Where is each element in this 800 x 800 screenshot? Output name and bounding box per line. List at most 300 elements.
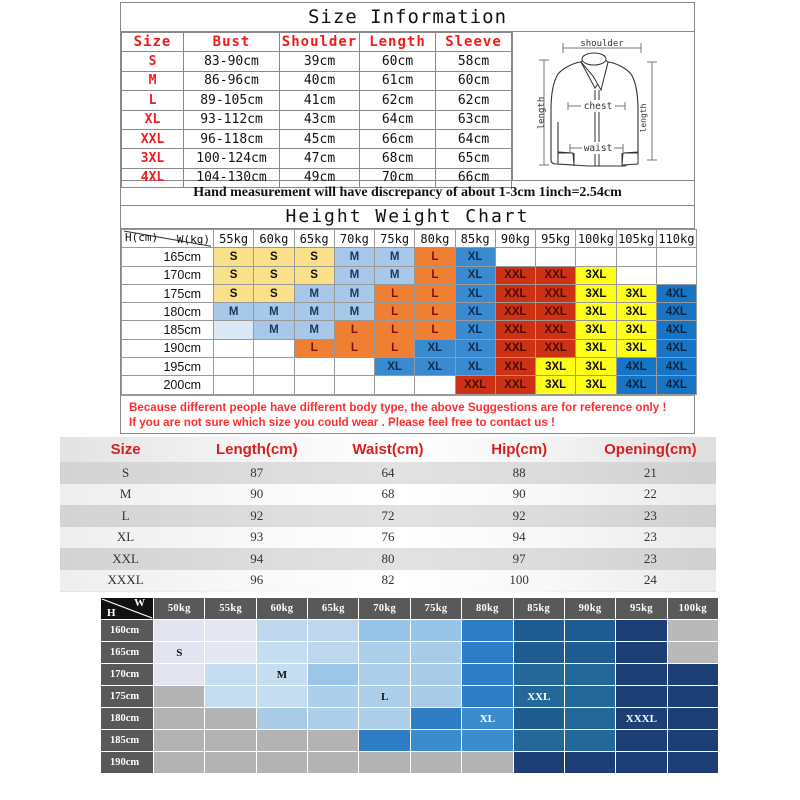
hw-height-header: 180cm bbox=[122, 303, 214, 321]
grid-corner-h-label: H bbox=[107, 607, 116, 619]
pants-cell: 80 bbox=[322, 548, 453, 570]
grid-cell bbox=[154, 620, 204, 641]
table-row bbox=[60, 570, 716, 592]
grid-cell bbox=[359, 620, 409, 641]
size-table-cell: L bbox=[122, 91, 184, 110]
grid-cell bbox=[359, 752, 409, 773]
hw-weight-header: 100kg bbox=[576, 230, 616, 248]
grid-cell bbox=[514, 752, 564, 773]
grid-cell bbox=[359, 642, 409, 663]
hw-cell: M bbox=[334, 248, 374, 266]
pants-cell: 94 bbox=[191, 548, 322, 570]
pants-cell: 93 bbox=[191, 527, 322, 549]
hw-cell bbox=[214, 339, 254, 357]
table-row bbox=[101, 620, 718, 641]
grid-height-header: 190cm bbox=[101, 752, 153, 773]
grid-cell bbox=[257, 686, 307, 707]
size-table-cell: S bbox=[122, 52, 184, 71]
grid-cell: L bbox=[359, 686, 409, 707]
height-weight-chart-table bbox=[121, 229, 697, 395]
grid-weight-header: 60kg bbox=[257, 598, 307, 619]
grid-cell bbox=[514, 620, 564, 641]
grid-cell bbox=[205, 708, 255, 729]
hw-height-header: 200cm bbox=[122, 376, 214, 394]
hw-cell: XXL bbox=[536, 284, 576, 302]
grid-cell bbox=[154, 708, 204, 729]
hw-height-header: 185cm bbox=[122, 321, 214, 339]
grid-cell bbox=[411, 686, 461, 707]
hw-cell: 3XL bbox=[576, 339, 616, 357]
table-row bbox=[122, 91, 512, 110]
hw-cell: 3XL bbox=[616, 339, 656, 357]
hw-weight-header: 85kg bbox=[455, 230, 495, 248]
hw-cell: 4XL bbox=[656, 321, 696, 339]
hw-cell: L bbox=[415, 321, 455, 339]
pants-cell: 82 bbox=[322, 570, 453, 592]
grid-cell bbox=[205, 620, 255, 641]
table-row bbox=[101, 730, 718, 751]
grid-cell bbox=[616, 730, 666, 751]
table-row bbox=[60, 462, 716, 484]
table-row bbox=[60, 548, 716, 570]
hw-cell: M bbox=[294, 303, 334, 321]
size-table-cell: 49cm bbox=[280, 168, 360, 187]
svg-text:length: length bbox=[537, 96, 547, 130]
table-row bbox=[122, 266, 697, 284]
pants-size-table bbox=[60, 437, 716, 591]
grid-weight-header: 80kg bbox=[462, 598, 512, 619]
hw-cell: S bbox=[254, 284, 294, 302]
hw-cell bbox=[656, 266, 696, 284]
hw-cell: 3XL bbox=[576, 284, 616, 302]
hw-cell: XL bbox=[455, 358, 495, 376]
hw-cell: XXL bbox=[536, 266, 576, 284]
pants-cell: 92 bbox=[191, 505, 322, 527]
size-table-cell: 3XL bbox=[122, 149, 184, 168]
svg-text:length: length bbox=[639, 103, 648, 133]
table-row bbox=[101, 752, 718, 773]
table-row bbox=[122, 71, 512, 90]
grid-weight-header: 50kg bbox=[154, 598, 204, 619]
hw-cell: XXL bbox=[495, 303, 535, 321]
hw-cell: L bbox=[294, 339, 334, 357]
size-table-cell: 100-124cm bbox=[184, 149, 280, 168]
hw-weight-header: 90kg bbox=[495, 230, 535, 248]
hw-cell: M bbox=[334, 266, 374, 284]
grid-cell bbox=[308, 686, 358, 707]
table-row bbox=[122, 52, 512, 71]
grid-height-header: 170cm bbox=[101, 664, 153, 685]
hw-cell: 3XL bbox=[536, 358, 576, 376]
pants-cell: 90 bbox=[454, 484, 585, 506]
size-table-cell: 104-130cm bbox=[184, 168, 280, 187]
pants-cell: XXXL bbox=[60, 570, 191, 592]
grid-cell bbox=[668, 708, 718, 729]
size-table-cell: 66cm bbox=[360, 129, 436, 148]
hw-cell: M bbox=[375, 248, 415, 266]
size-table-cell: 64cm bbox=[360, 110, 436, 129]
hw-cell: XL bbox=[455, 266, 495, 284]
grid-cell bbox=[668, 730, 718, 751]
hw-weight-header: 80kg bbox=[415, 230, 455, 248]
hw-cell: L bbox=[375, 303, 415, 321]
table-row bbox=[122, 358, 697, 376]
grid-cell bbox=[257, 752, 307, 773]
grid-cell bbox=[514, 642, 564, 663]
grid-height-header: 175cm bbox=[101, 686, 153, 707]
hw-cell: L bbox=[334, 339, 374, 357]
hw-cell: S bbox=[254, 266, 294, 284]
grid-cell bbox=[462, 642, 512, 663]
grid-cell bbox=[308, 664, 358, 685]
hw-cell: XXL bbox=[536, 321, 576, 339]
hw-corner-cell bbox=[122, 230, 214, 248]
pants-cell: 87 bbox=[191, 462, 322, 484]
hw-cell: XXL bbox=[495, 284, 535, 302]
hw-cell: 4XL bbox=[656, 284, 696, 302]
hw-cell: 3XL bbox=[576, 321, 616, 339]
pants-cell: XXL bbox=[60, 548, 191, 570]
pants-header-4: Opening(cm) bbox=[604, 441, 697, 458]
size-table-cell: 64cm bbox=[436, 129, 512, 148]
grid-cell bbox=[565, 686, 615, 707]
hw-cell bbox=[616, 248, 656, 266]
grid-height-header: 180cm bbox=[101, 708, 153, 729]
hw-weight-header: 60kg bbox=[254, 230, 294, 248]
grid-cell bbox=[565, 620, 615, 641]
grid-cell bbox=[668, 752, 718, 773]
grid-weight-header: 55kg bbox=[205, 598, 255, 619]
hw-cell: M bbox=[334, 303, 374, 321]
grid-cell bbox=[565, 730, 615, 751]
pants-cell: 72 bbox=[322, 505, 453, 527]
table-row bbox=[122, 149, 512, 168]
size-table-header-4: Sleeve bbox=[436, 33, 512, 52]
size-table-header-2: Shoulder bbox=[280, 33, 360, 52]
hw-weight-header: 110kg bbox=[656, 230, 696, 248]
hw-cell: 3XL bbox=[576, 358, 616, 376]
hw-weight-header: 55kg bbox=[214, 230, 254, 248]
grid-cell bbox=[411, 730, 461, 751]
size-table-cell: 70cm bbox=[360, 168, 436, 187]
hw-cell: S bbox=[214, 266, 254, 284]
pants-table-header-row bbox=[60, 437, 716, 462]
grid-cell bbox=[308, 620, 358, 641]
size-table-cell: 58cm bbox=[436, 52, 512, 71]
hw-cell: 3XL bbox=[616, 303, 656, 321]
grid-cell bbox=[154, 730, 204, 751]
hw-cell: XL bbox=[415, 358, 455, 376]
size-table-cell: 62cm bbox=[436, 91, 512, 110]
grid-cell: S bbox=[154, 642, 204, 663]
hw-cell: M bbox=[254, 321, 294, 339]
hw-cell: 4XL bbox=[656, 376, 696, 394]
grid-cell bbox=[154, 664, 204, 685]
grid-cell bbox=[308, 752, 358, 773]
grid-cell bbox=[462, 620, 512, 641]
grid-cell bbox=[565, 642, 615, 663]
grid-cell bbox=[565, 708, 615, 729]
pants-cell: XL bbox=[60, 527, 191, 549]
pants-cell: 90 bbox=[191, 484, 322, 506]
grid-cell bbox=[411, 752, 461, 773]
size-table-cell: 61cm bbox=[360, 71, 436, 90]
pants-header-1: Length(cm) bbox=[215, 441, 298, 458]
hw-cell: M bbox=[214, 303, 254, 321]
pants-cell: 76 bbox=[322, 527, 453, 549]
hw-cell bbox=[294, 376, 334, 394]
table-row bbox=[101, 686, 718, 707]
size-table-cell: 60cm bbox=[360, 52, 436, 71]
hw-cell bbox=[415, 376, 455, 394]
hw-cell bbox=[576, 248, 616, 266]
table-row bbox=[101, 642, 718, 663]
hw-weight-header: 75kg bbox=[375, 230, 415, 248]
size-table-cell: 93-112cm bbox=[184, 110, 280, 129]
hw-cell: XXL bbox=[536, 339, 576, 357]
panel-title: Size Information bbox=[121, 3, 694, 32]
size-table-cell: 43cm bbox=[280, 110, 360, 129]
grid-weight-header: 75kg bbox=[411, 598, 461, 619]
hw-cell: 4XL bbox=[656, 303, 696, 321]
grid-height-header: 160cm bbox=[101, 620, 153, 641]
size-table-cell: 62cm bbox=[360, 91, 436, 110]
grid-cell: XL bbox=[462, 708, 512, 729]
hw-cell: 3XL bbox=[576, 376, 616, 394]
grid-cell bbox=[616, 620, 666, 641]
hw-cell bbox=[334, 358, 374, 376]
pants-cell: 23 bbox=[585, 548, 716, 570]
hw-cell: S bbox=[214, 284, 254, 302]
height-weight-gradient-panel bbox=[100, 597, 719, 798]
grid-weight-header: 70kg bbox=[359, 598, 409, 619]
hw-cell: XXL bbox=[495, 358, 535, 376]
grid-cell bbox=[257, 730, 307, 751]
pants-header-2: Waist(cm) bbox=[352, 441, 424, 458]
hw-cell bbox=[495, 248, 535, 266]
hw-cell: L bbox=[415, 266, 455, 284]
table-row bbox=[122, 376, 697, 394]
hw-cell: M bbox=[334, 284, 374, 302]
hw-cell: 4XL bbox=[616, 358, 656, 376]
grid-cell bbox=[154, 686, 204, 707]
grid-corner-w-label: W bbox=[134, 598, 146, 609]
height-weight-gradient-table bbox=[100, 597, 719, 774]
grid-cell bbox=[205, 752, 255, 773]
table-row bbox=[122, 321, 697, 339]
grid-weight-header: 100kg bbox=[668, 598, 718, 619]
height-weight-chart-title: Height Weight Chart bbox=[121, 206, 694, 229]
grid-cell bbox=[462, 664, 512, 685]
hw-cell: M bbox=[294, 321, 334, 339]
hw-cell bbox=[214, 376, 254, 394]
grid-cell bbox=[668, 686, 718, 707]
size-table-cell: 39cm bbox=[280, 52, 360, 71]
hw-weight-header: 65kg bbox=[294, 230, 334, 248]
grid-cell bbox=[308, 730, 358, 751]
shirt-svg bbox=[513, 32, 698, 179]
table-row bbox=[101, 664, 718, 685]
table-row bbox=[122, 230, 697, 248]
hw-cell: XL bbox=[375, 358, 415, 376]
hw-cell: 3XL bbox=[536, 376, 576, 394]
hw-cell: 3XL bbox=[616, 321, 656, 339]
grid-cell bbox=[205, 642, 255, 663]
size-table-cell: 40cm bbox=[280, 71, 360, 90]
size-table-cell: 65cm bbox=[436, 149, 512, 168]
grid-cell bbox=[359, 730, 409, 751]
hw-cell: S bbox=[294, 266, 334, 284]
hw-height-header: 170cm bbox=[122, 266, 214, 284]
hw-cell: XXL bbox=[495, 376, 535, 394]
hw-cell: L bbox=[375, 321, 415, 339]
size-table-cell: 83-90cm bbox=[184, 52, 280, 71]
table-row bbox=[60, 505, 716, 527]
size-table-cell: XL bbox=[122, 110, 184, 129]
hw-cell: 3XL bbox=[576, 266, 616, 284]
hw-cell: XL bbox=[455, 284, 495, 302]
hw-cell: M bbox=[375, 266, 415, 284]
hw-cell: 4XL bbox=[656, 339, 696, 357]
grid-cell bbox=[257, 708, 307, 729]
pants-cell: 100 bbox=[454, 570, 585, 592]
hw-weight-header: 70kg bbox=[334, 230, 374, 248]
grid-cell bbox=[616, 686, 666, 707]
size-information-table bbox=[121, 32, 512, 188]
size-table-cell: 41cm bbox=[280, 91, 360, 110]
hw-corner-h-label: H(cm) bbox=[125, 231, 159, 244]
pants-header-3: Hip(cm) bbox=[491, 441, 548, 458]
warning-line-1: Because different people have different body type, the above Suggestions are for reference only ! bbox=[129, 400, 667, 414]
hw-cell: XL bbox=[415, 339, 455, 357]
pants-cell: 94 bbox=[454, 527, 585, 549]
hw-cell bbox=[254, 358, 294, 376]
grid-cell bbox=[616, 664, 666, 685]
pants-cell: 96 bbox=[191, 570, 322, 592]
grid-cell bbox=[616, 752, 666, 773]
pants-cell: 23 bbox=[585, 505, 716, 527]
table-row bbox=[122, 339, 697, 357]
size-table-cell: M bbox=[122, 71, 184, 90]
grid-cell bbox=[411, 642, 461, 663]
pants-cell: 24 bbox=[585, 570, 716, 592]
size-table-header-1: Bust bbox=[184, 33, 280, 52]
size-table-cell: 4XL bbox=[122, 168, 184, 187]
hw-cell: XL bbox=[455, 321, 495, 339]
table-row bbox=[101, 708, 718, 729]
grid-weight-header: 85kg bbox=[514, 598, 564, 619]
svg-text:waist: waist bbox=[583, 143, 613, 154]
grid-cell bbox=[308, 708, 358, 729]
hw-cell: 4XL bbox=[616, 376, 656, 394]
size-table-cell: 86-96cm bbox=[184, 71, 280, 90]
table-row bbox=[122, 284, 697, 302]
grid-cell bbox=[565, 752, 615, 773]
pants-cell: 64 bbox=[322, 462, 453, 484]
hw-cell: XXL bbox=[455, 376, 495, 394]
pants-cell: 23 bbox=[585, 527, 716, 549]
pants-cell: L bbox=[60, 505, 191, 527]
hw-height-header: 195cm bbox=[122, 358, 214, 376]
hw-cell: XXL bbox=[536, 303, 576, 321]
grid-cell bbox=[668, 642, 718, 663]
grid-cell bbox=[359, 708, 409, 729]
hw-cell: L bbox=[415, 248, 455, 266]
hw-cell bbox=[536, 248, 576, 266]
warning-line-2: If you are not sure which size you could wear . Please feel free to contact us ! bbox=[129, 415, 555, 429]
hw-cell bbox=[334, 376, 374, 394]
hw-cell: L bbox=[334, 321, 374, 339]
pants-cell: M bbox=[60, 484, 191, 506]
hw-cell: S bbox=[294, 248, 334, 266]
shirt-measurement-diagram bbox=[512, 32, 694, 180]
grid-cell bbox=[514, 708, 564, 729]
size-table-cell: 47cm bbox=[280, 149, 360, 168]
grid-weight-header: 65kg bbox=[308, 598, 358, 619]
table-row bbox=[122, 110, 512, 129]
hand-measurement-note: Hand measurement will have discrepancy of about 1-3cm 1inch=2.54cm bbox=[121, 181, 694, 206]
hw-cell bbox=[214, 358, 254, 376]
grid-cell bbox=[257, 642, 307, 663]
hw-weight-header: 105kg bbox=[616, 230, 656, 248]
grid-cell bbox=[462, 686, 512, 707]
hw-height-header: 175cm bbox=[122, 284, 214, 302]
grid-cell: XXL bbox=[514, 686, 564, 707]
hw-cell bbox=[616, 266, 656, 284]
size-table-cell: 63cm bbox=[436, 110, 512, 129]
hw-cell: 3XL bbox=[616, 284, 656, 302]
hw-cell bbox=[254, 376, 294, 394]
size-information-panel bbox=[120, 2, 695, 434]
pants-size-panel bbox=[60, 437, 716, 592]
grid-weight-header: 95kg bbox=[616, 598, 666, 619]
hw-weight-header: 95kg bbox=[536, 230, 576, 248]
grid-cell: XXXL bbox=[616, 708, 666, 729]
hw-cell: 4XL bbox=[656, 358, 696, 376]
pants-header-0: Size bbox=[110, 441, 141, 458]
grid-cell bbox=[205, 686, 255, 707]
hw-cell: L bbox=[415, 303, 455, 321]
table-row bbox=[122, 33, 512, 52]
svg-text:shoulder: shoulder bbox=[580, 39, 624, 49]
size-table-and-diagram-row bbox=[121, 32, 694, 186]
grid-cell bbox=[462, 730, 512, 751]
hw-cell: 3XL bbox=[576, 303, 616, 321]
hw-height-header: 190cm bbox=[122, 339, 214, 357]
grid-cell bbox=[359, 664, 409, 685]
pants-cell: 92 bbox=[454, 505, 585, 527]
grid-cell bbox=[411, 708, 461, 729]
hw-cell: M bbox=[294, 284, 334, 302]
hw-height-header: 165cm bbox=[122, 248, 214, 266]
grid-corner-cell bbox=[101, 598, 153, 619]
size-table-header-3: Length bbox=[360, 33, 436, 52]
hw-cell bbox=[254, 339, 294, 357]
grid-cell bbox=[205, 730, 255, 751]
hw-cell: XXL bbox=[495, 339, 535, 357]
hw-cell: XL bbox=[455, 339, 495, 357]
grid-cell bbox=[565, 664, 615, 685]
hw-cell: XL bbox=[455, 248, 495, 266]
table-row bbox=[101, 598, 718, 619]
grid-cell bbox=[308, 642, 358, 663]
grid-cell: M bbox=[257, 664, 307, 685]
grid-cell bbox=[668, 664, 718, 685]
grid-weight-header: 90kg bbox=[565, 598, 615, 619]
table-row bbox=[122, 303, 697, 321]
grid-cell bbox=[154, 752, 204, 773]
size-table-cell: 89-105cm bbox=[184, 91, 280, 110]
